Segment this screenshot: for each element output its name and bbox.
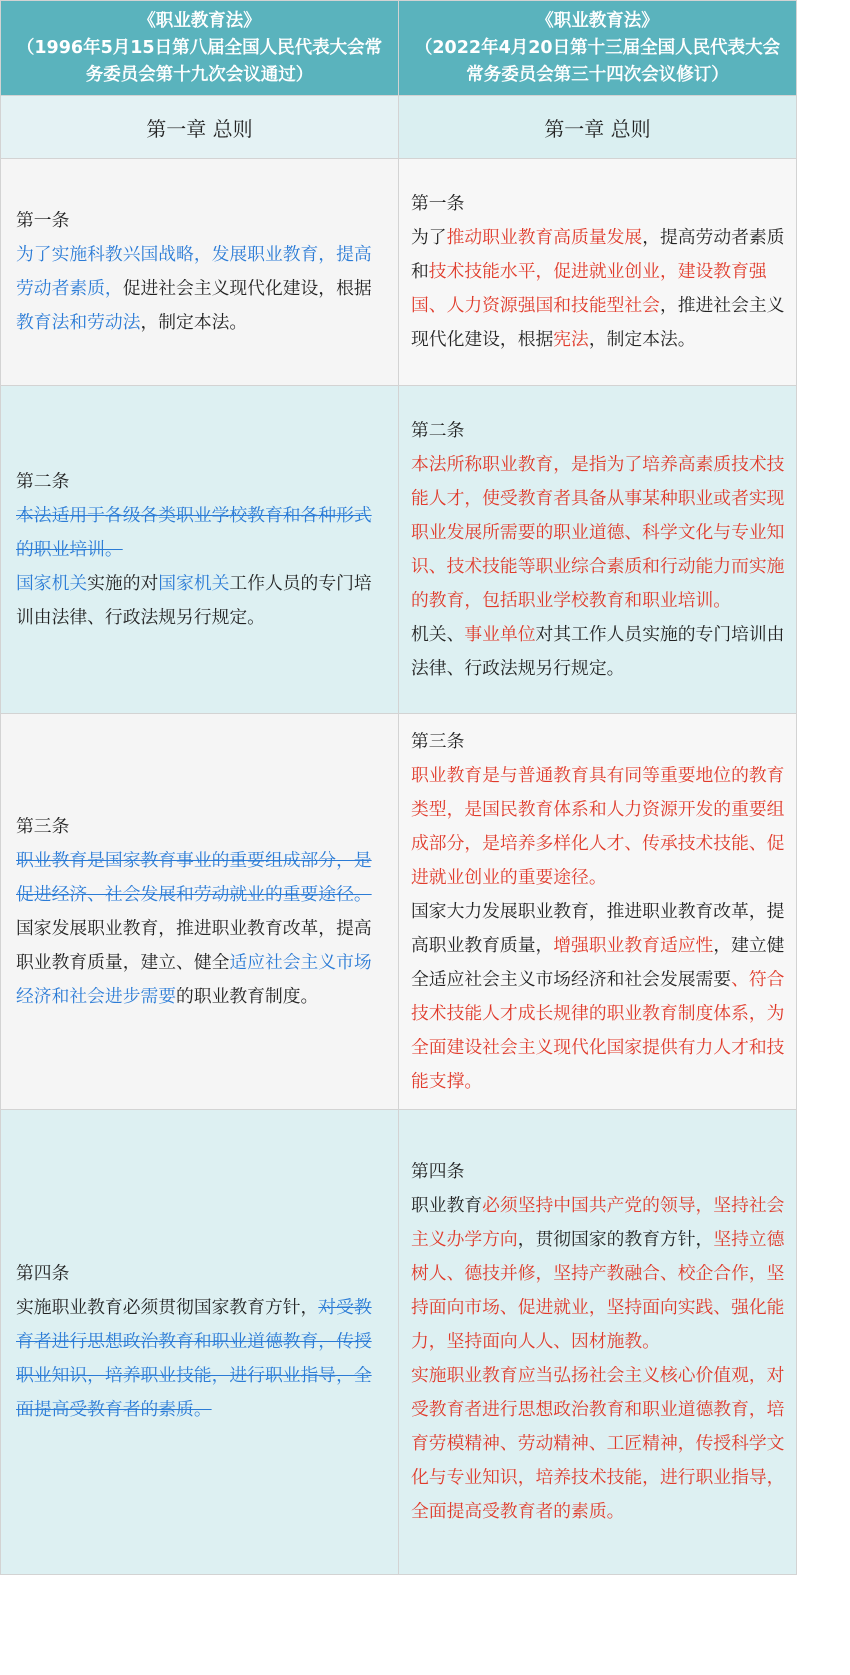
article-paragraph <box>16 499 386 567</box>
header-new-law <box>399 1 797 96</box>
revised-text-highlight: 推动职业教育高质量发展 <box>446 227 643 248</box>
new-law-subtitle-line2: 常务委员会第三十四次会议修订） <box>466 65 729 85</box>
article-paragraph <box>16 844 386 912</box>
article-paragraph <box>411 221 786 357</box>
old-law-subtitle-line1: （1996年5月15日第八届全国人民代表大会常 <box>16 38 383 58</box>
deleted-text: 对受教育者进行思想政治教育和职业道德教育，传授职业知识，培养职业技能，进行职业指导，全面提高受教育者的素质。 <box>16 1297 372 1420</box>
article-heading: 第四条 <box>411 1161 465 1182</box>
header-old-law <box>1 1 399 96</box>
article-paragraph <box>16 1291 386 1427</box>
revised-text-highlight: 必须坚持中国共产党的领导，坚持社会主义办学方向 <box>411 1195 785 1250</box>
revised-text-highlight: 增强职业教育适应性 <box>553 934 714 956</box>
text-run: 实施职业教育必须贯彻国家教育方针， <box>16 1297 319 1318</box>
article-body <box>16 499 386 635</box>
text-run: ，建立健全适应社会主义市场经济和社会发展需要 <box>411 934 785 990</box>
article-3-old <box>1 714 399 1110</box>
text-run: ，制定本法。 <box>588 329 696 350</box>
article-body <box>411 448 786 686</box>
article-paragraph <box>16 912 386 1014</box>
revised-text-highlight: 职业教育是与普通教育具有同等重要地位的教育类型，是国民教育体系和人力资源开发的重要组成部分，是培养多样化人才、传承技术技能、促进就业创业的重要途径。 <box>411 764 785 888</box>
revised-text-highlight: 坚持立德树人、德技并修，坚持产教融合、校企合作，坚持面向市场、促进就业，坚持面向实践、强化能力，坚持面向人人、因材施教。 <box>411 1229 785 1352</box>
article-paragraph <box>411 759 786 895</box>
article-2-old <box>1 386 399 714</box>
article-3-new <box>399 714 797 1110</box>
article-heading: 第二条 <box>16 470 70 492</box>
original-text-highlight: 国家机关 <box>158 572 230 594</box>
article-1-old <box>1 159 399 386</box>
revised-text-highlight: 宪法 <box>553 329 589 350</box>
article-4-old <box>1 1110 399 1575</box>
article-4-new <box>399 1110 797 1575</box>
article-paragraph <box>411 1189 786 1359</box>
text-run: ，制定本法。 <box>140 312 248 333</box>
revised-text-highlight: 技术技能水平，促进就业创业，建设教育强国、人力资源强国和技能型社会 <box>411 261 767 316</box>
article-body <box>16 844 386 1014</box>
deleted-text: 本法适用于各级各类职业学校教育和各种形式的职业培训。 <box>16 504 372 560</box>
text-run: 国家发展职业教育，推进职业教育改革，提高职业教育质量，建立、健全 <box>16 917 372 973</box>
article-heading: 第三条 <box>411 730 465 752</box>
article-body <box>411 759 786 1099</box>
text-run: 国家大力发展职业教育，推进职业教育改革，提高职业教育质量， <box>411 900 785 956</box>
text-run: ，提高劳动者素质和 <box>411 227 785 282</box>
article-heading: 第二条 <box>411 419 465 441</box>
article-paragraph <box>411 448 786 618</box>
revised-text-highlight: 实施职业教育应当弘扬社会主义核心价值观，对受教育者进行思想政治教育和职业道德教育，培育劳模精神、劳动精神、工匠精神，传授科学文化与专业知识，培养技术技能，进行职业指导，全面提高受教育者的素质。 <box>411 1365 785 1522</box>
article-row-4 <box>1 1110 797 1575</box>
article-body <box>411 1189 786 1529</box>
text-run: ，推进社会主义现代化建设，根据 <box>411 295 785 350</box>
article-paragraph <box>411 618 786 686</box>
article-heading: 第三条 <box>16 815 70 837</box>
original-text-highlight: 国家机关 <box>16 572 88 594</box>
article-body <box>16 238 386 340</box>
article-row-1 <box>1 159 797 386</box>
text-run: 工作人员的专门培训由法律、行政法规另行规定。 <box>16 572 372 628</box>
original-text-highlight: 教育法和劳动法 <box>16 312 141 333</box>
text-run: ，贯彻国家的教育方针， <box>517 1229 714 1250</box>
article-paragraph <box>411 1359 786 1529</box>
revised-text-highlight: 、符合技术技能人才成长规律的职业教育制度体系，为全面建设社会主义现代化国家提供有力人才和技能支撑。 <box>411 968 785 1092</box>
original-text-highlight: 为了实施科教兴国战略，发展职业教育，提高劳动者素质， <box>16 244 372 299</box>
article-paragraph <box>16 567 386 635</box>
new-law-title: 《职业教育法》 <box>536 11 659 31</box>
article-heading: 第一条 <box>16 210 70 231</box>
text-run: 为了 <box>411 227 447 248</box>
header-row <box>1 1 797 96</box>
chapter-row <box>1 96 797 159</box>
text-run: 的职业教育制度。 <box>176 985 319 1007</box>
old-law-title: 《职业教育法》 <box>138 11 261 31</box>
article-heading: 第一条 <box>411 193 465 214</box>
chapter-new: 第一章 总则 <box>399 96 797 159</box>
text-run: 对其工作人员实施的专门培训由法律、行政法规另行规定。 <box>411 623 785 679</box>
deleted-text: 职业教育是国家教育事业的重要组成部分，是促进经济、社会发展和劳动就业的重要途径。 <box>16 849 372 905</box>
text-run: 机关、 <box>411 623 465 645</box>
text-run: 促进社会主义现代化建设，根据 <box>122 278 372 299</box>
article-body <box>411 221 786 357</box>
article-row-2 <box>1 386 797 714</box>
article-heading: 第四条 <box>16 1263 70 1284</box>
revised-text-highlight: 事业单位 <box>464 623 536 645</box>
article-body <box>16 1291 386 1427</box>
text-run: 实施的对 <box>87 572 159 594</box>
old-law-subtitle-line2: 务委员会第十九次会议通过） <box>85 65 314 85</box>
original-text-highlight: 适应社会主义市场经济和社会进步需要 <box>16 951 372 1007</box>
article-paragraph <box>411 895 786 1099</box>
article-paragraph <box>16 238 386 340</box>
new-law-subtitle-line1: （2022年4月20日第十三届全国人民代表大会 <box>414 38 781 58</box>
article-1-new <box>399 159 797 386</box>
revised-text-highlight: 本法所称职业教育，是指为了培养高素质技术技能人才，使受教育者具备从事某种职业或者实现职业发展所需要的职业道德、科学文化与专业知识、技术技能等职业综合素质和行动能力而实施的教育，包括职业学校教育和职业培训。 <box>411 453 785 611</box>
chapter-old: 第一章 总则 <box>1 96 399 159</box>
article-2-new <box>399 386 797 714</box>
article-row-3 <box>1 714 797 1110</box>
text-run: 职业教育 <box>411 1195 483 1216</box>
